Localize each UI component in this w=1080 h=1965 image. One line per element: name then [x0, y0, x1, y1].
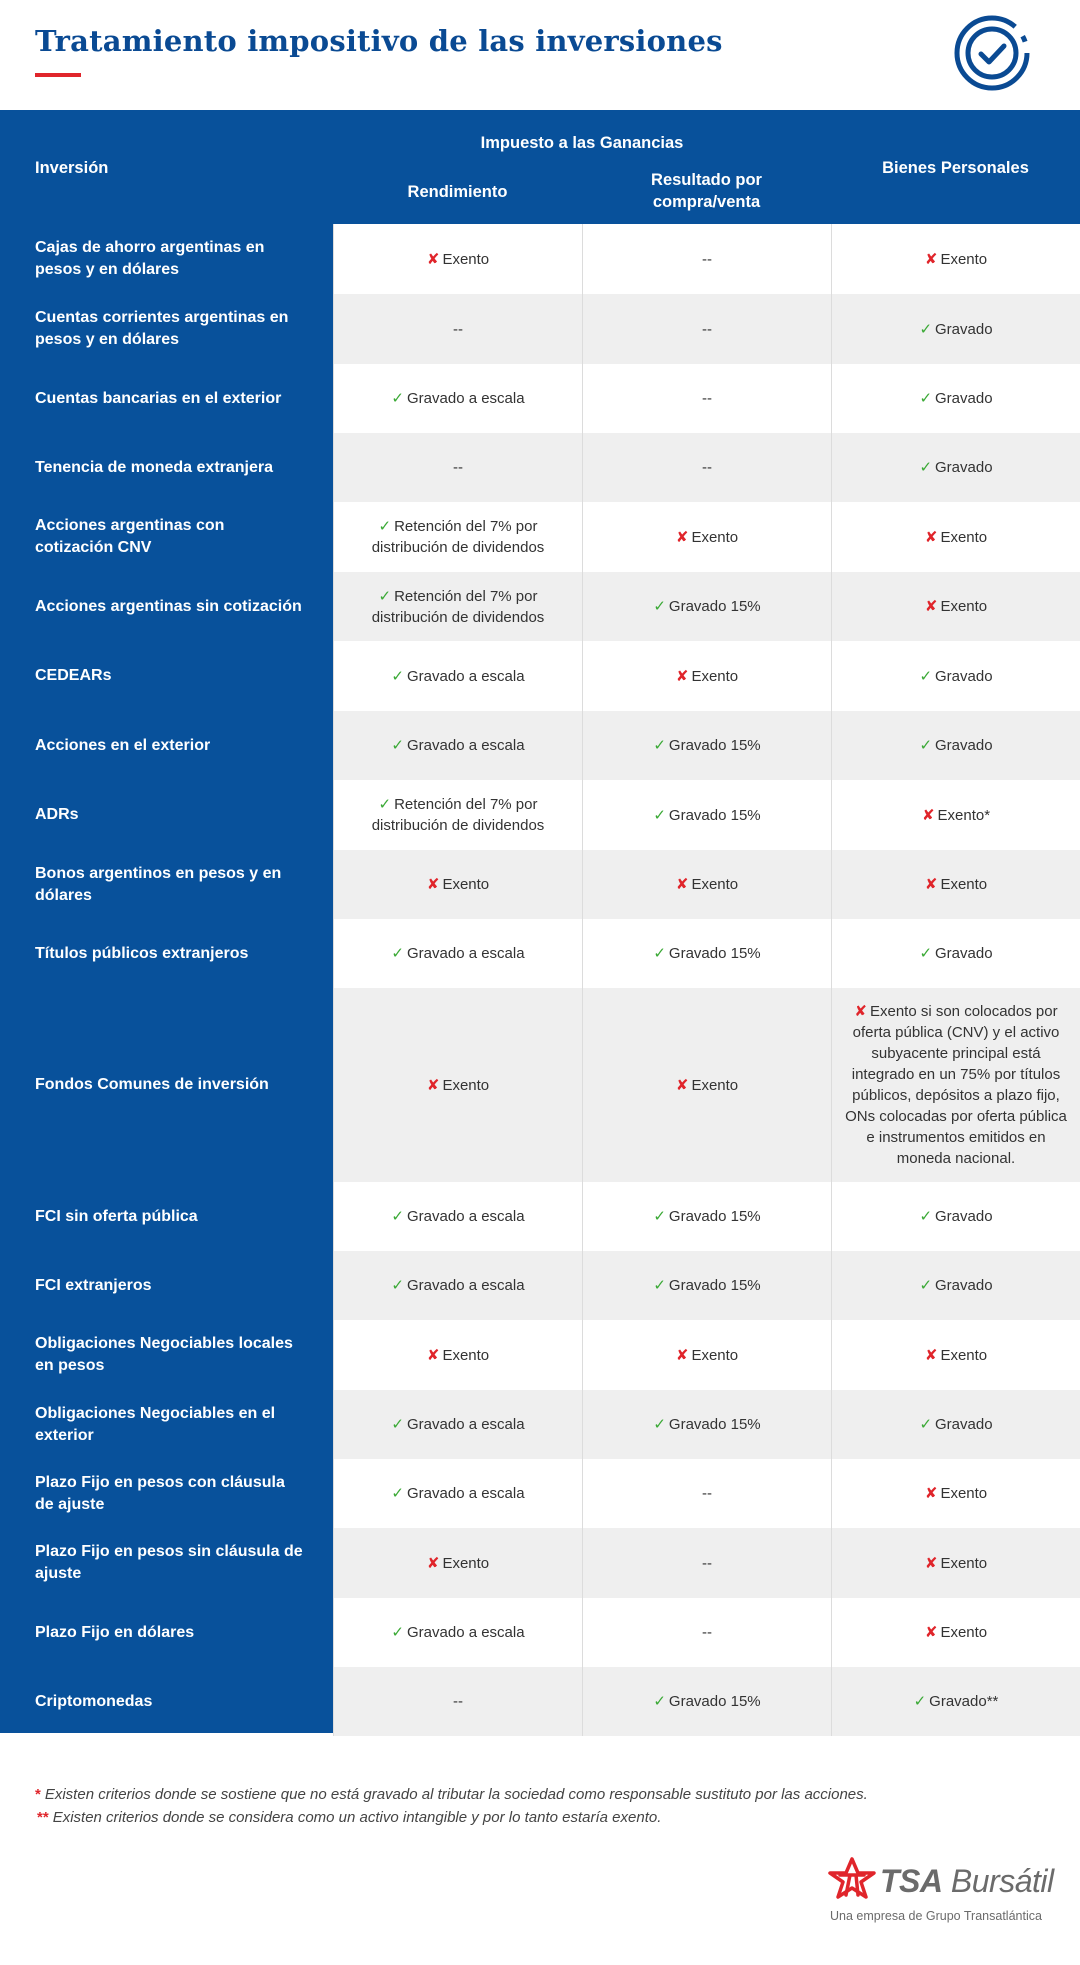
table-row: [0, 1390, 1080, 1459]
cell-text: Exento: [940, 1624, 988, 1641]
cell-res: [582, 780, 831, 850]
cell-res: [582, 224, 831, 294]
cell-rend: [333, 364, 582, 433]
check-icon: ✓: [913, 1693, 927, 1710]
cell-content: [914, 1691, 999, 1712]
cell-text: Gravado a escala: [407, 945, 525, 962]
table-row: [0, 1528, 1080, 1598]
investment-name: Obligaciones Negociables en el exterior: [35, 1404, 276, 1444]
cell-content: [676, 874, 738, 895]
check-icon: ✓: [378, 796, 392, 813]
table-row: [0, 502, 1080, 572]
check-icon: ✓: [378, 587, 392, 605]
cell-content: [919, 388, 992, 409]
cell-content: [346, 586, 570, 628]
cell-content: [453, 457, 463, 478]
check-icon: ✓: [391, 1485, 404, 1502]
cell-text: Gravado 15%: [668, 1693, 761, 1710]
cell-content: [919, 457, 992, 478]
cell-content: [653, 1691, 760, 1712]
tsa-logo: [828, 1857, 1054, 1927]
investment-name: Cajas de ahorro argentinas en pesos y en dólares: [35, 239, 265, 278]
cell-bp: [831, 1459, 1080, 1528]
cell-text: Gravado 15%: [668, 945, 761, 962]
cell-res: [582, 1459, 831, 1528]
cell-res: [582, 1182, 831, 1251]
cell-text: Gravado**: [929, 1693, 999, 1710]
cell-content: [427, 874, 489, 895]
cell-text: Exento: [940, 1485, 988, 1502]
title-underline: [35, 73, 81, 77]
check-icon: ✓: [919, 390, 933, 407]
cell-content: [702, 1553, 712, 1574]
check-icon: ✓: [653, 1277, 666, 1294]
cell-content: [925, 874, 987, 895]
check-icon: ✓: [919, 320, 933, 338]
cell-content: [427, 1075, 489, 1096]
cell-text: Exento: [691, 876, 739, 893]
cell-text: --: [702, 390, 712, 407]
check-icon: ✓: [653, 1693, 666, 1710]
cell-content: [919, 1414, 992, 1435]
cross-icon: ✘: [924, 1624, 938, 1641]
table-row: [0, 364, 1080, 433]
investment-name: Acciones argentinas sin cotización: [35, 597, 302, 615]
cell-res: [582, 572, 831, 641]
check-icon: ✓: [919, 737, 933, 754]
cell-content: [391, 735, 524, 756]
cell-bp: [831, 1251, 1080, 1320]
cell-bp: [831, 433, 1080, 502]
cell-res: [582, 1667, 831, 1736]
cell-content: [925, 596, 987, 617]
logo-tagline: Una empresa de Grupo Transatlántica: [830, 1909, 1042, 1923]
cell-bp: [831, 224, 1080, 294]
cell-res: [582, 850, 831, 919]
cell-bp: [831, 294, 1080, 364]
cell-rend: [333, 641, 582, 711]
cross-icon: ✘: [924, 528, 938, 546]
cell-content: [919, 1206, 992, 1227]
cell-content: [702, 1622, 712, 1643]
header-investment: Inversión: [35, 159, 109, 177]
investment-name: Plazo Fijo en pesos con cláusula de ajuste: [35, 1473, 285, 1513]
cell-content: [925, 1622, 987, 1643]
cell-res: [582, 1320, 831, 1390]
table-row: [0, 711, 1080, 780]
cell-text: Exento: [442, 1554, 490, 1572]
cell-rend: [333, 919, 582, 988]
cell-text: --: [702, 459, 712, 476]
table-row: [0, 641, 1080, 711]
cell-text: Gravado 15%: [668, 737, 761, 754]
cell-content: [391, 388, 524, 409]
footnote-2: [35, 1806, 868, 1829]
cell-content: [919, 735, 992, 756]
cell-content: [653, 1275, 760, 1296]
table-row: [0, 1598, 1080, 1667]
cell-content: [676, 527, 738, 548]
investment-name: Cuentas bancarias en el exterior: [35, 389, 282, 407]
cell-content: [676, 1345, 738, 1366]
cell-text: Exento: [691, 1346, 739, 1364]
cell-text: --: [453, 1693, 463, 1710]
footnote-marker: **: [37, 1809, 49, 1826]
cell-text: Exento: [442, 250, 490, 268]
cross-icon: ✘: [924, 1346, 938, 1364]
investment-name: CEDEARs: [35, 667, 112, 684]
cell-res: [582, 711, 831, 780]
cell-text: Gravado: [935, 459, 993, 476]
cross-icon: ✘: [675, 1076, 689, 1094]
cross-icon: ✘: [924, 598, 938, 615]
cell-content: [919, 943, 992, 964]
check-icon: ✓: [653, 1416, 666, 1433]
cross-icon: ✘: [426, 1554, 440, 1572]
cell-res: [582, 1251, 831, 1320]
cell-text: Exento: [442, 1076, 490, 1094]
cell-rend: [333, 1320, 582, 1390]
cell-content: [346, 516, 570, 558]
check-icon: ✓: [653, 1208, 666, 1225]
cross-icon: ✘: [426, 1076, 440, 1094]
cell-content: [676, 1075, 738, 1096]
cell-text: Gravado: [935, 1208, 993, 1225]
investment-name: Títulos públicos extranjeros: [35, 944, 249, 962]
cell-res: [582, 364, 831, 433]
header-resultado: [582, 169, 831, 213]
investment-name: Criptomonedas: [35, 1692, 153, 1710]
cell-rend: [333, 1598, 582, 1667]
cell-content: [346, 794, 570, 836]
cell-text: Exento: [442, 1346, 490, 1364]
cell-content: [391, 1483, 524, 1504]
cell-res: [582, 433, 831, 502]
cell-text: Exento*: [937, 806, 991, 824]
table-row: [0, 1251, 1080, 1320]
cell-text: Gravado 15%: [668, 806, 761, 824]
cell-rend: [333, 433, 582, 502]
investment-name: FCI extranjeros: [35, 1276, 152, 1294]
cell-bp: [831, 1667, 1080, 1736]
cross-icon: ✘: [924, 876, 938, 893]
cell-text: Exento: [940, 1346, 988, 1364]
cell-content: [427, 1345, 489, 1366]
checkmark-circle-icon: [952, 13, 1032, 93]
table-row: [0, 1459, 1080, 1528]
cell-rend: [333, 294, 582, 364]
cell-text: Exento: [940, 250, 988, 268]
table-row: [0, 294, 1080, 364]
cell-content: [676, 666, 738, 687]
cell-content: [653, 596, 760, 617]
table-row: [0, 572, 1080, 641]
cross-icon: ✘: [675, 528, 689, 546]
cell-res: [582, 1528, 831, 1598]
cell-bp: [831, 850, 1080, 919]
cell-text: Gravado: [935, 320, 993, 338]
cross-icon: ✘: [426, 876, 440, 893]
cell-text: Gravado a escala: [407, 1416, 525, 1433]
cell-text: Gravado a escala: [407, 667, 525, 685]
page-title: Tratamiento impositivo de las inversiones: [35, 24, 723, 58]
cell-text: --: [702, 1554, 712, 1572]
check-icon: ✓: [919, 667, 933, 685]
cell-content: [391, 1414, 524, 1435]
cross-icon: ✘: [854, 1003, 867, 1020]
cross-icon: ✘: [426, 250, 440, 268]
cell-bp: [831, 364, 1080, 433]
check-icon: ✓: [391, 1208, 404, 1225]
investment-name: Plazo Fijo en pesos sin cláusula de ajuste: [35, 1543, 303, 1582]
check-icon: ✓: [919, 459, 933, 476]
cell-content: [925, 1553, 987, 1574]
logo-product: Bursátil: [950, 1863, 1054, 1899]
cell-bp: [831, 1182, 1080, 1251]
cell-text: Gravado a escala: [407, 1485, 525, 1502]
cell-text: Retención del 7% por distribución de dividendos: [371, 796, 545, 834]
investment-name: FCI sin oferta pública: [35, 1207, 198, 1225]
footnote-marker: *: [35, 1786, 41, 1803]
cell-content: [925, 1483, 987, 1504]
cell-content: [844, 1001, 1068, 1169]
cross-icon: ✘: [924, 1485, 938, 1502]
check-icon: ✓: [919, 1277, 933, 1294]
cell-text: Retención del 7% por distribución de dividendos: [371, 587, 545, 626]
cell-content: [925, 249, 987, 270]
cell-rend: [333, 850, 582, 919]
cell-content: [925, 527, 987, 548]
cross-icon: ✘: [921, 806, 935, 824]
table-row: [0, 919, 1080, 988]
cell-res: [582, 502, 831, 572]
investment-name: Acciones argentinas con cotización CNV: [35, 517, 225, 556]
cell-content: [702, 1483, 712, 1504]
cell-text: Gravado a escala: [407, 1624, 525, 1641]
table-row: [0, 1320, 1080, 1390]
cell-bp: [831, 919, 1080, 988]
cell-text: Exento: [691, 667, 739, 685]
cell-content: [453, 319, 463, 340]
check-icon: ✓: [653, 737, 666, 754]
check-icon: ✓: [378, 518, 392, 535]
cell-text: --: [453, 459, 463, 476]
cell-rend: [333, 711, 582, 780]
check-icon: ✓: [391, 390, 404, 407]
cell-rend: [333, 502, 582, 572]
cell-content: [391, 1275, 524, 1296]
investment-name: Obligaciones Negociables locales en pesos: [35, 1335, 293, 1374]
cell-text: Exento: [940, 876, 988, 893]
cell-text: --: [702, 1485, 712, 1502]
cell-rend: [333, 572, 582, 641]
cell-text: Gravado: [935, 1277, 993, 1294]
cell-text: Gravado 15%: [668, 1277, 761, 1294]
cross-icon: ✘: [924, 250, 938, 268]
cross-icon: ✘: [675, 667, 689, 685]
cell-content: [919, 1275, 992, 1296]
investment-name: Tenencia de moneda extranjera: [35, 458, 274, 476]
cell-text: Gravado: [935, 390, 993, 407]
cell-res: [582, 1598, 831, 1667]
cell-content: [702, 249, 712, 270]
check-icon: ✓: [919, 1416, 933, 1433]
check-icon: ✓: [653, 945, 666, 962]
cell-res: [582, 988, 831, 1182]
cell-rend: [333, 1182, 582, 1251]
page-header: [0, 0, 1080, 110]
cell-content: [919, 666, 992, 687]
cell-text: Gravado 15%: [668, 1416, 761, 1433]
cell-content: [391, 943, 524, 964]
cell-text: Gravado: [935, 945, 993, 962]
cell-content: [427, 249, 489, 270]
cell-text: --: [702, 1624, 712, 1641]
table-row: [0, 1182, 1080, 1251]
check-icon: ✓: [653, 806, 666, 824]
cell-rend: [333, 1667, 582, 1736]
cell-bp: [831, 1390, 1080, 1459]
cross-icon: ✘: [924, 1554, 938, 1572]
cell-content: [391, 1206, 524, 1227]
cell-text: Gravado a escala: [407, 737, 525, 754]
cell-rend: [333, 988, 582, 1182]
check-icon: ✓: [391, 737, 404, 754]
cell-res: [582, 919, 831, 988]
investment-name: Bonos argentinos en pesos y en dólares: [35, 864, 282, 904]
cell-content: [702, 457, 712, 478]
check-icon: ✓: [391, 1277, 404, 1294]
cell-bp: [831, 1598, 1080, 1667]
logo-wordmark: [880, 1863, 1054, 1900]
cell-content: [653, 1414, 760, 1435]
investment-name: Fondos Comunes de inversión: [35, 1076, 269, 1093]
cell-text: Exento: [940, 1554, 988, 1572]
cell-text: Gravado 15%: [668, 598, 761, 615]
logo-brand: TSA: [880, 1863, 943, 1899]
header-bienes: Bienes Personales: [882, 159, 1029, 177]
cell-text: Gravado a escala: [407, 390, 525, 407]
header-ganancias: Impuesto a las Ganancias: [480, 134, 684, 152]
check-icon: ✓: [391, 1624, 404, 1641]
footnote-text: Existen criterios donde se sostiene que no está gravado al tributar la sociedad como responsable sustituto por las acciones.: [44, 1786, 868, 1803]
cell-bp: [831, 711, 1080, 780]
cell-content: [702, 388, 712, 409]
footnote-1: [35, 1783, 868, 1806]
cell-res: [582, 641, 831, 711]
cell-bp: [831, 502, 1080, 572]
check-icon: ✓: [391, 667, 404, 685]
tsa-logo-icon: [828, 1857, 880, 1905]
table-header: [0, 110, 1080, 224]
cell-content: [427, 1553, 489, 1574]
check-icon: ✓: [919, 1208, 933, 1225]
cell-text: Exento si son colocados por oferta pública (CNV) y el activo subyacente principal está integrado en un 75% por títulos públicos, depósitos a plazo fijo, ONs colocadas por oferta pública e instrumentos emitidos en moneda nacional.: [845, 1003, 1067, 1167]
cell-rend: [333, 1459, 582, 1528]
investment-name: ADRs: [35, 806, 79, 823]
cell-text: Exento: [940, 598, 988, 615]
cell-bp: [831, 572, 1080, 641]
cell-text: Gravado: [935, 1416, 993, 1433]
table-row: [0, 780, 1080, 850]
cell-text: Retención del 7% por distribución de dividendos: [371, 518, 545, 556]
check-icon: ✓: [919, 945, 933, 962]
table-row: [0, 850, 1080, 919]
cell-content: [653, 943, 760, 964]
cell-rend: [333, 1251, 582, 1320]
footnotes: [35, 1783, 868, 1829]
cross-icon: ✘: [675, 876, 689, 893]
cell-content: [922, 805, 990, 826]
cell-content: [919, 319, 992, 340]
cell-content: [653, 1206, 760, 1227]
investment-name: Plazo Fijo en dólares: [35, 1623, 195, 1641]
cell-content: [391, 666, 524, 687]
table-row: [0, 224, 1080, 294]
header-rendimiento: Rendimiento: [407, 183, 508, 201]
footnote-text: Existen criterios donde se considera como un activo intangible y por lo tanto estaría exento.: [52, 1809, 662, 1826]
cell-text: Gravado 15%: [668, 1208, 761, 1225]
table-row: [0, 988, 1080, 1182]
cell-text: Gravado: [935, 737, 993, 754]
cell-rend: [333, 1390, 582, 1459]
cell-text: Exento: [442, 876, 490, 893]
investment-name: Acciones en el exterior: [35, 736, 211, 754]
cell-text: Exento: [940, 528, 988, 546]
cell-res: [582, 294, 831, 364]
cross-icon: ✘: [675, 1346, 689, 1364]
check-icon: ✓: [391, 945, 404, 962]
check-icon: ✓: [391, 1416, 404, 1433]
cross-icon: ✘: [426, 1346, 440, 1364]
investment-name: Cuentas corrientes argentinas en pesos y en dólares: [35, 309, 289, 348]
cell-rend: [333, 1528, 582, 1598]
cell-content: [925, 1345, 987, 1366]
cell-text: Exento: [691, 528, 739, 546]
cell-content: [653, 735, 760, 756]
cell-bp: [831, 641, 1080, 711]
cell-rend: [333, 224, 582, 294]
table-row: [0, 1667, 1080, 1736]
cell-content: [653, 805, 760, 826]
cell-bp: [831, 1320, 1080, 1390]
cell-res: [582, 1390, 831, 1459]
cell-rend: [333, 780, 582, 850]
cell-text: Exento: [691, 1076, 739, 1094]
cell-text: --: [453, 320, 463, 338]
header-resultado-label: Resultado por compra/venta: [651, 171, 762, 211]
cell-bp: [831, 988, 1080, 1182]
cell-bp: [831, 780, 1080, 850]
cell-text: Gravado a escala: [407, 1208, 525, 1225]
cell-text: --: [702, 320, 712, 338]
cell-text: Gravado a escala: [407, 1277, 525, 1294]
cell-text: Gravado: [935, 667, 993, 685]
table-row: [0, 433, 1080, 502]
cell-content: [391, 1622, 524, 1643]
check-icon: ✓: [653, 598, 666, 615]
cell-bp: [831, 1528, 1080, 1598]
cell-text: --: [702, 250, 712, 268]
cell-content: [453, 1691, 463, 1712]
cell-content: [702, 319, 712, 340]
